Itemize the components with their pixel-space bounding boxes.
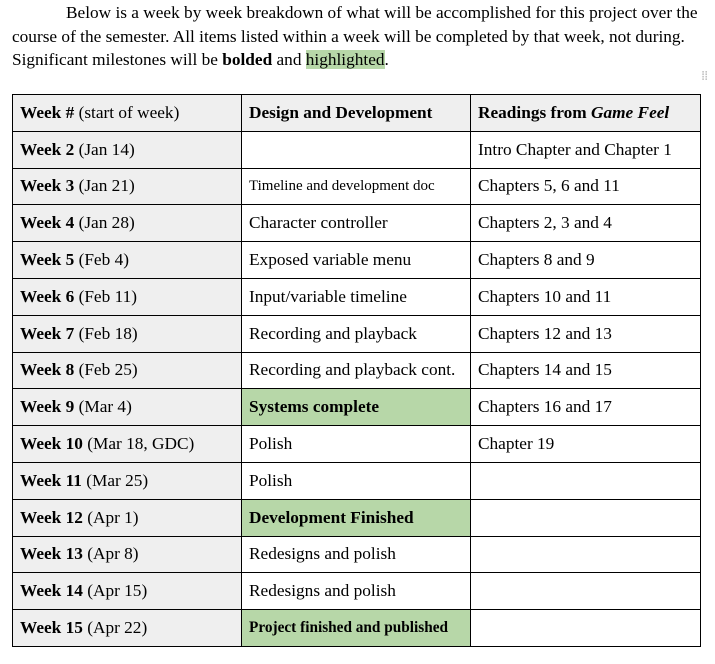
week-date: (Apr 15)	[82, 581, 148, 601]
week-label: Week 6	[20, 286, 75, 306]
week-cell	[13, 168, 242, 205]
table-header-row	[13, 95, 701, 132]
header-readings-prefix: Readings from	[478, 102, 591, 122]
intro-connector: and	[272, 50, 306, 69]
week-label: Week 9	[20, 397, 75, 417]
week-date: (Apr 22)	[82, 618, 148, 638]
week-cell	[13, 131, 242, 168]
week-label: Week 11	[20, 470, 82, 490]
design-cell: Character controller	[242, 205, 471, 242]
header-design	[242, 95, 471, 132]
table-row	[13, 242, 701, 279]
header-design-label: Design and Development	[249, 102, 433, 122]
milestone-cell: Development Finished	[242, 499, 471, 536]
week-cell	[13, 573, 242, 610]
table-row	[13, 315, 701, 352]
table-row	[13, 462, 701, 499]
week-date: (Mar 18, GDC)	[82, 434, 195, 454]
drag-handle-icon[interactable]: ⁞⁞	[701, 69, 708, 84]
week-cell	[13, 278, 242, 315]
header-week	[13, 95, 242, 132]
table-row	[13, 278, 701, 315]
reading-cell	[471, 499, 701, 536]
week-cell	[13, 389, 242, 426]
reading-cell	[471, 536, 701, 573]
table-row	[13, 131, 701, 168]
milestone-cell: Systems complete	[242, 389, 471, 426]
week-cell	[13, 315, 242, 352]
table-row	[13, 168, 701, 205]
table-row	[13, 352, 701, 389]
week-date: (Feb 25)	[74, 360, 138, 380]
design-cell: Exposed variable menu	[242, 242, 471, 279]
week-date: (Feb 18)	[74, 323, 138, 343]
table-row	[13, 426, 701, 463]
intro-bold-word: bolded	[222, 50, 273, 69]
week-cell	[13, 426, 242, 463]
week-cell	[13, 462, 242, 499]
table-row	[13, 499, 701, 536]
design-cell: Polish	[242, 462, 471, 499]
reading-cell: Chapter 19	[471, 426, 701, 463]
intro-text: Below is a week by week breakdown of what will be accomplished for this project over the course of the semester. All items listed within a week will be completed by that week, not during. Significant milestones will be	[12, 3, 698, 69]
reading-cell: Intro Chapter and Chapter 1	[471, 131, 701, 168]
week-label: Week 4	[20, 213, 75, 233]
week-cell	[13, 610, 242, 647]
week-date: (Mar 4)	[74, 397, 132, 417]
design-cell: Redesigns and polish	[242, 536, 471, 573]
table-row	[13, 573, 701, 610]
week-label: Week 2	[20, 139, 75, 159]
week-label: Week 3	[20, 176, 75, 196]
intro-paragraph	[12, 1, 702, 72]
reading-cell: Chapters 10 and 11	[471, 278, 701, 315]
week-cell	[13, 352, 242, 389]
design-cell	[242, 131, 471, 168]
week-date: (Feb 4)	[74, 250, 129, 270]
week-cell	[13, 499, 242, 536]
reading-cell: Chapters 12 and 13	[471, 315, 701, 352]
reading-cell: Chapters 14 and 15	[471, 352, 701, 389]
week-date: (Jan 28)	[74, 213, 135, 233]
week-date: (Mar 25)	[81, 470, 149, 490]
week-label: Week 5	[20, 250, 75, 270]
week-cell	[13, 242, 242, 279]
header-readings	[471, 95, 701, 132]
reading-cell: Chapters 5, 6 and 11	[471, 168, 701, 205]
table-row	[13, 536, 701, 573]
table-row	[13, 205, 701, 242]
schedule-table	[12, 94, 701, 647]
week-label: Week 8	[20, 360, 75, 380]
design-cell: Input/variable timeline	[242, 278, 471, 315]
week-date: (Feb 11)	[74, 286, 137, 306]
week-label: Week 10	[20, 434, 83, 454]
week-label: Week 7	[20, 323, 75, 343]
intro-highlight-word: highlighted	[305, 50, 385, 69]
reading-cell: Chapters 16 and 17	[471, 389, 701, 426]
table-row	[13, 610, 701, 647]
week-date: (Apr 1)	[82, 507, 139, 527]
design-cell: Polish	[242, 426, 471, 463]
design-cell: Redesigns and polish	[242, 573, 471, 610]
header-readings-title: Game Feel	[590, 102, 670, 122]
week-label: Week 15	[20, 618, 83, 638]
design-cell: Recording and playback	[242, 315, 471, 352]
reading-cell: Chapters 8 and 9	[471, 242, 701, 279]
week-label: Week 13	[20, 544, 83, 564]
reading-cell	[471, 462, 701, 499]
design-cell: Recording and playback cont.	[242, 352, 471, 389]
design-cell: Timeline and development doc	[242, 168, 471, 205]
week-date: (Jan 14)	[74, 139, 135, 159]
week-label: Week 14	[20, 581, 83, 601]
header-week-rest: (start of week)	[74, 102, 180, 122]
week-date: (Jan 21)	[74, 176, 135, 196]
intro-end: .	[384, 50, 389, 69]
reading-cell	[471, 610, 701, 647]
week-label: Week 12	[20, 507, 83, 527]
week-cell	[13, 205, 242, 242]
week-cell	[13, 536, 242, 573]
table-row	[13, 389, 701, 426]
header-week-bold: Week #	[20, 102, 75, 122]
week-date: (Apr 8)	[82, 544, 139, 564]
milestone-cell: Project finished and published	[242, 610, 471, 647]
reading-cell: Chapters 2, 3 and 4	[471, 205, 701, 242]
reading-cell	[471, 573, 701, 610]
